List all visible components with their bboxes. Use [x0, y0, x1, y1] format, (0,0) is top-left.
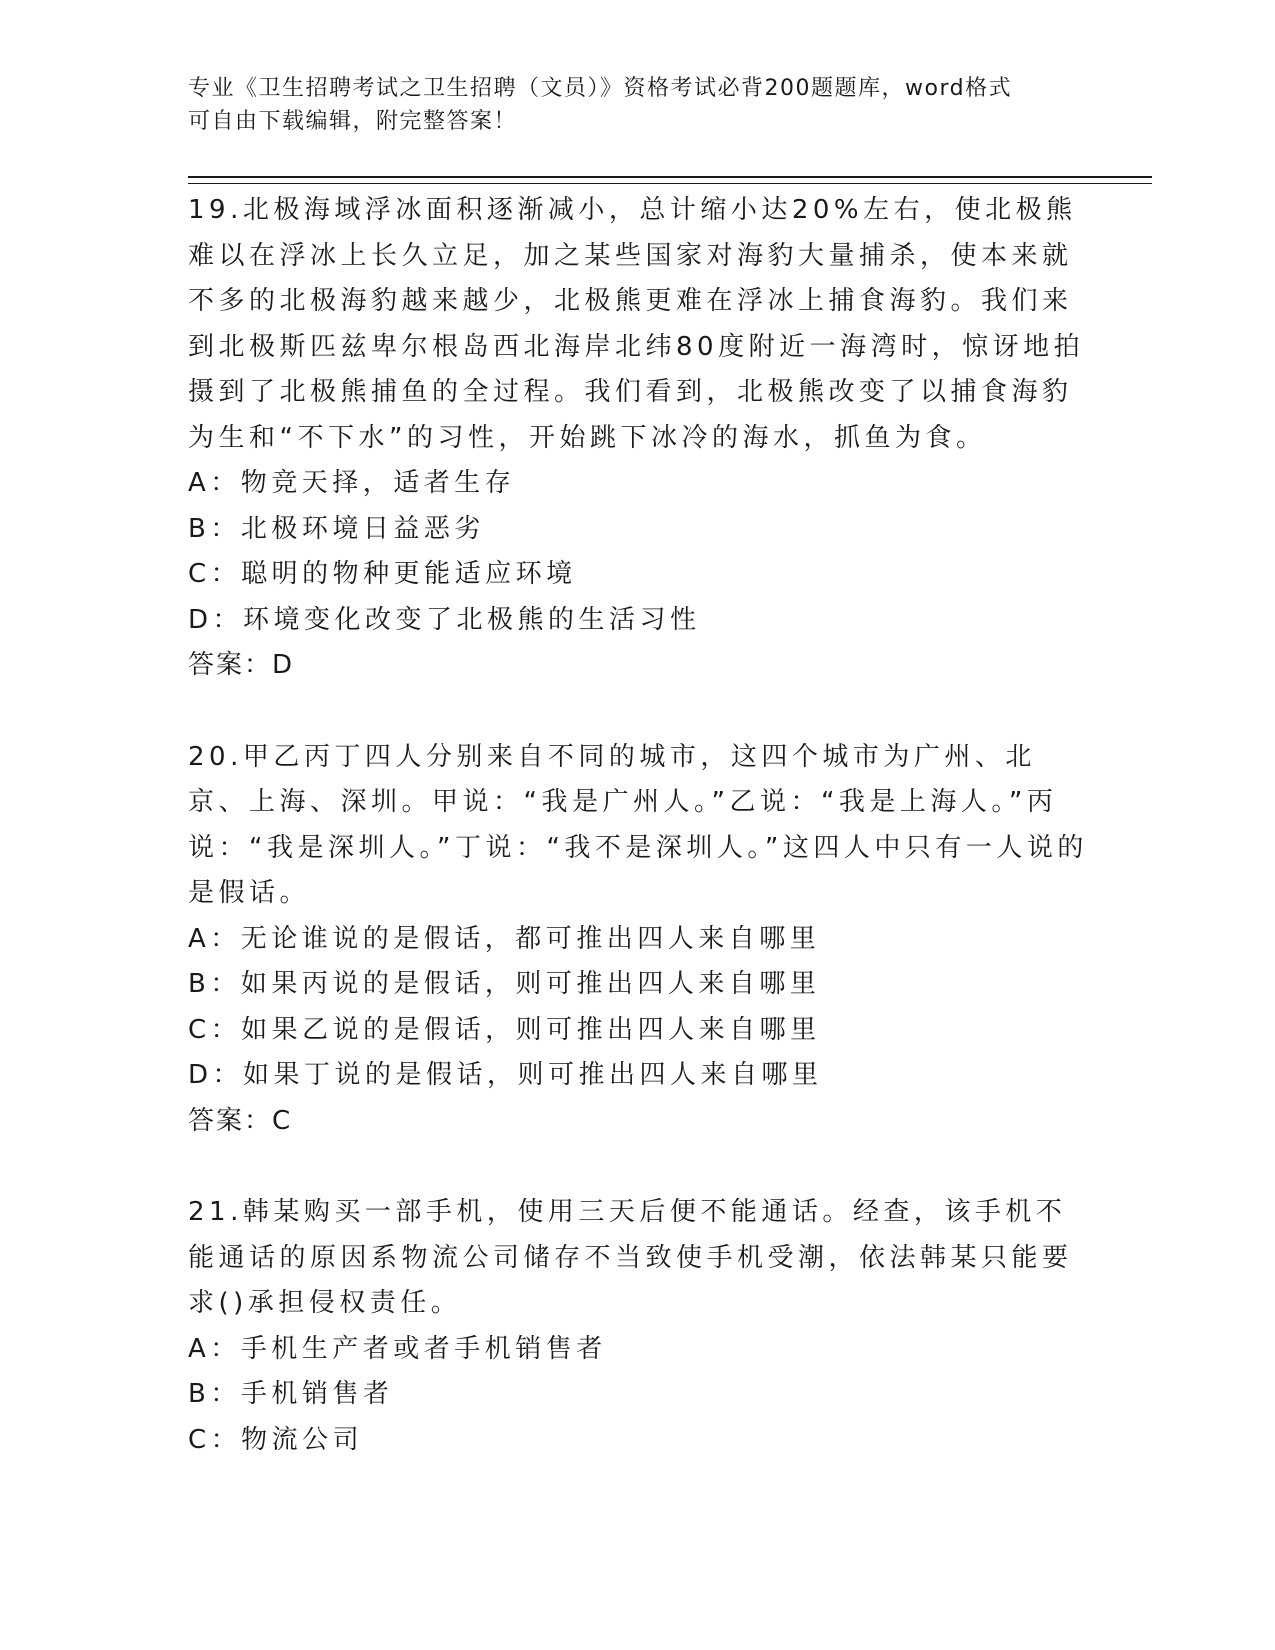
question-text: 20.甲乙丙丁四人分别来自不同的城市，这四个城市为广州、北京、上海、深圳。甲说：“我是广州人。”乙说：“我是上海人。”丙说：“我是深圳人。”丁说：“我不是深圳人。”这四人中只有一人说的是假话。 — [188, 741, 1088, 908]
question-21 — [188, 1190, 1088, 1463]
option-c: C：聪明的物种更能适应环境 — [188, 559, 577, 589]
question-20 — [188, 735, 1088, 1145]
page-header — [188, 72, 1068, 138]
header-line-2: 可自由下载编辑，附完整答案！ — [188, 109, 518, 134]
header-divider — [188, 176, 1152, 184]
header-line-1: 专业《卫生招聘考试之卫生招聘（文员）》资格考试必背200题题库，word格式 — [188, 76, 1013, 101]
answer-label: 答案：C — [188, 1105, 293, 1136]
option-a: A：无论谁说的是假话，都可推出四人来自哪里 — [188, 923, 821, 954]
question-text: 21.韩某购买一部手机，使用三天后便不能通话。经查，该手机不能通话的原因系物流公司储存不当致使手机受潮，依法韩某只能要求()承担侵权责任。 — [188, 1197, 1073, 1318]
option-b: B：如果丙说的是假话，则可推出四人来自哪里 — [188, 969, 821, 999]
option-b: B：北极环境日益恶劣 — [188, 513, 485, 544]
option-c: C：如果乙说的是假话，则可推出四人来自哪里 — [188, 1014, 821, 1045]
question-19 — [188, 188, 1088, 689]
option-a: A：物竞天择，适者生存 — [188, 468, 516, 498]
question-list — [188, 188, 1088, 1509]
option-d: D：如果丁说的是假话，则可推出四人来自哪里 — [188, 1060, 823, 1090]
option-a: A：手机生产者或者手机销售者 — [188, 1333, 607, 1364]
option-c: C：物流公司 — [188, 1424, 364, 1455]
option-b: B：手机销售者 — [188, 1379, 394, 1409]
option-d: D：环境变化改变了北极熊的生活习性 — [188, 604, 701, 635]
answer-label: 答案：D — [188, 650, 295, 680]
question-text: 19.北极海域浮冰面积逐渐减小，总计缩小达20%左右，使北极熊难以在浮冰上长久立足，加之某些国家对海豹大量捕杀，使本来就不多的北极海豹越来越少，北极熊更难在浮冰上捕食海豹。我们来到北极斯匹兹卑尔根岛西北海岸北纬80度附近一海湾时，惊讶地拍摄到了北极熊捕鱼的全过程。我们看到，北极熊改变了以捕食海豹为生和“不下水”的习性，开始跳下冰冷的海水，抓鱼为食。 — [188, 195, 1085, 453]
